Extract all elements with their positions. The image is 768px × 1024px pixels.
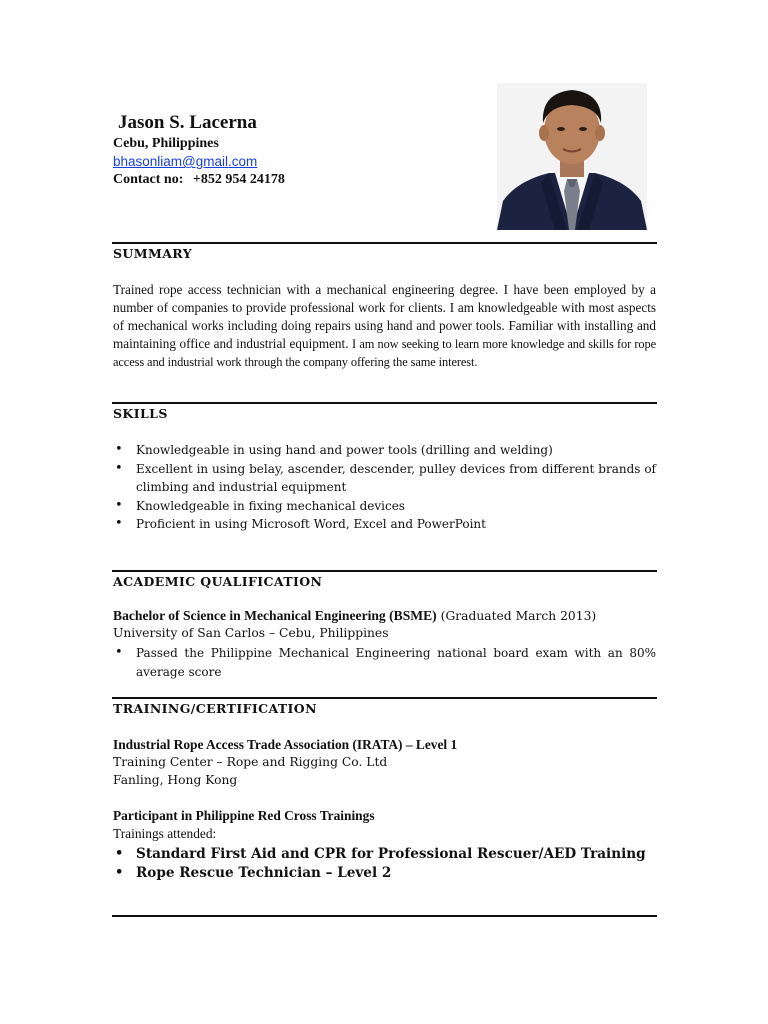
list-item: • Passed the Philippine Mechanical Engineering national board exam with an 80% average score [113,644,656,681]
skills-heading: SKILLS [113,406,168,421]
degree-title: Bachelor of Science in Mechanical Engineering (BSME) [113,608,437,623]
email-link[interactable]: bhasonliam@gmail.com [113,154,258,169]
contact-line [113,172,291,188]
academic-list [113,644,656,681]
summary-text-main: Trained rope access technician with a mechanical engineering degree. I have been employed by a number of companies to provide professional work for clients. I am knowledgeable with most aspects of mechanical works including doing repairs using hand and power tools. Familiar with installing and maintaining office and industrial equipment. [113,282,656,351]
training-heading: TRAINING/CERTIFICATION [113,701,317,716]
school-name: University of San Carlos – Cebu, Philippines [113,626,389,640]
cert2-subtitle: Trainings attended: [113,826,217,841]
academic-heading: ACADEMIC QUALIFICATION [113,574,323,589]
contact-label: Contact no: [113,172,184,187]
contact-number: +852 954 24178 [192,172,285,187]
skills-divider [112,402,657,404]
bottom-divider [112,915,657,917]
summary-heading: SUMMARY [113,246,193,261]
summary-text-tail: I am now seeking to learn more knowledge and skills for rope access and industrial work through the company offering the same interest. [113,337,657,369]
graduation-date: (Graduated March 2013) [440,609,597,623]
academic-divider [112,570,657,572]
person-portrait-icon [497,83,647,230]
summary-text [113,281,656,371]
candidate-name: Jason S. Lacerna [118,112,257,133]
list-item: • Excellent in using belay, ascender, descender, pulley devices from different brands of climbing and industrial equipment [113,460,656,497]
list-item: • Proficient in using Microsoft Word, Excel and PowerPoint [113,515,656,534]
list-item: • Standard First Aid and CPR for Professional Rescuer/AED Training [113,845,656,864]
cert2-title: Participant in Philippine Red Cross Trainings [113,808,375,823]
list-item: • Knowledgeable in fixing mechanical devices [113,497,656,516]
list-item: • Rope Rescue Technician – Level 2 [113,864,656,883]
cert1-location: Fanling, Hong Kong [113,773,238,787]
training-divider [112,697,657,699]
cert1-title: Industrial Rope Access Trade Association (IRATA) – Level 1 [113,737,458,752]
skills-list [113,441,656,534]
list-item: • Knowledgeable in using hand and power tools (drilling and welding) [113,441,656,460]
cert1-center: Training Center – Rope and Rigging Co. Ltd [113,755,388,769]
profile-photo [497,83,647,230]
training-list [113,845,656,882]
candidate-location: Cebu, Philippines [113,136,219,151]
degree-line [113,608,596,624]
summary-divider [112,242,657,244]
